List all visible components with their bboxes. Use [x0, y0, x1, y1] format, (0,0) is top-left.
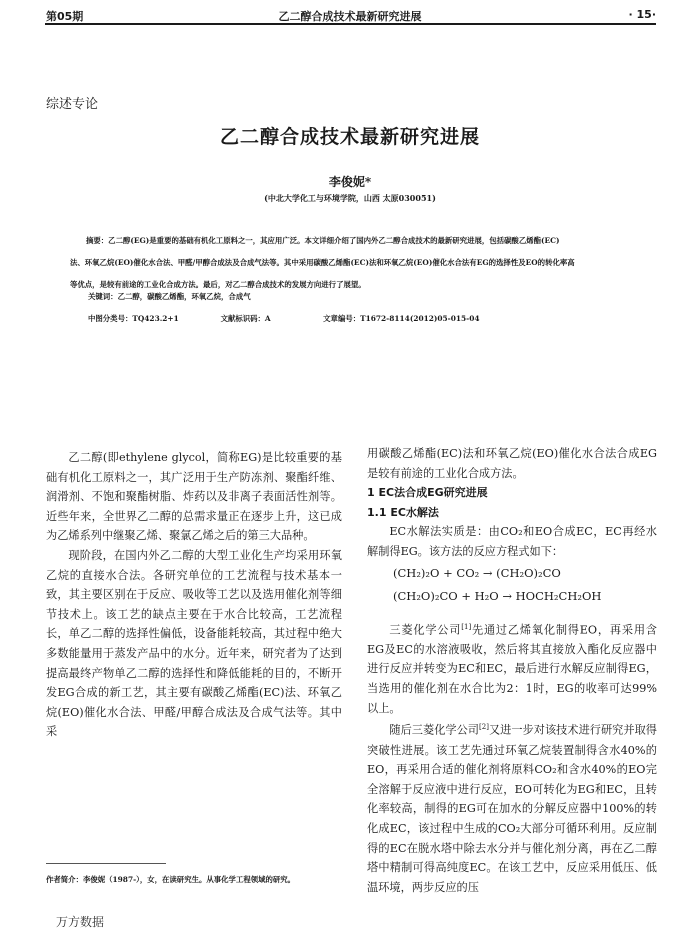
keywords: 关键词：乙二醇，碳酸乙烯酯，环氧乙烷，合成气	[88, 292, 251, 301]
subsection-heading: 1.1 EC水解法	[367, 505, 439, 519]
header-rule	[45, 23, 656, 25]
body-paragraph: 现阶段，在国内外乙二醇的大型工业化生产均采用环氧乙烷的直接水合法。各研究单位的工艺流程与技术基本一致，其主要区别在于反应、吸收等工艺以及选用催化剂等细节技术上。该工艺的缺点主要在于水合比较高，工艺流程长，单乙二醇的选择性偏低，设备能耗较高，其过程中绝大多数能量用于蒸发产品中的水分。近年来，研究者为了达到提高最终产物单乙二醇的选择性和降低能耗的目的，不断开发EG合成的新工艺，其主要有碳酸乙烯酯(EC)法、环氧乙烷(EO)催化水合法、甲醛/甲醇合成法及合成气法等。其中采	[46, 548, 342, 739]
body-paragraph: 乙二醇(即ethylene glycol，简称EG)是比较重要的基础有机化工原料之一，其广泛用于生产防冻剂、聚酯纤维、润滑剂、不饱和聚酯树脂、炸药以及非离子表面活性剂等。近些年来，全世界乙二醇的总需求量正在逐步上升，这已成为乙烯系列中继聚乙烯、聚氯乙烯之后的第三大品种。	[46, 451, 342, 543]
watermark: 万方数据	[56, 915, 105, 929]
journal-issue: 第05期	[46, 10, 84, 23]
text-run: 三菱化学公司	[389, 623, 462, 637]
body-right-column	[367, 444, 657, 897]
document-code: 文献标识码：A	[220, 314, 271, 323]
text-run: 随后三菱化学公司	[389, 724, 480, 737]
text-run: 先通过乙烯氧化制得EO，再采用含EG及EC的水溶液吸收，然后将其直接放入酯化反应器中进行反应并转变为EC和EC，最后进行水解反应制得EG，当选用的催化剂在水合比为2：1时，EG的收率可达99%以上。	[367, 623, 657, 715]
abstract-line: 法、环氧乙烷(EO)催化水合法、甲醛/甲醇合成法及合成气法等。其中采用碳酸乙烯酯(EC)法和环氧乙烷(EO)催化水合法有EG的选择性及EO的转化率高	[70, 258, 575, 267]
clc-number: 中图分类号：TQ423.2+1	[88, 314, 179, 323]
page-number: · 15·	[628, 8, 656, 21]
abstract-line: 等优点，是较有前途的工业化合成方法。最后，对乙二醇合成技术的发展方向进行了展望。	[70, 280, 366, 289]
article-number: 文章编号：T1672-8114(2012)05-015-04	[323, 314, 480, 323]
abstract	[70, 230, 640, 296]
body-paragraph	[367, 618, 657, 719]
body-paragraph: 用碳酸乙烯酯(EC)法和环氧乙烷(EO)催化水合法合成EG是较有前途的工业化合成方法。	[367, 447, 657, 480]
citation-ref: [1]	[461, 622, 472, 631]
body-paragraph	[367, 718, 657, 897]
footnote-rule	[46, 863, 166, 864]
equation-1: (CH₂)₂O + CO₂ → (CH₂O)₂CO	[393, 565, 561, 580]
classification-line	[88, 313, 480, 324]
author-footnote: 作者简介：李俊妮（1987-），女，在读研究生。从事化学工程领域的研究。	[46, 875, 296, 884]
equation-2: (CH₂O)₂CO + H₂O → HOCH₂CH₂OH	[393, 588, 602, 603]
abstract-line: 摘要：乙二醇(EG)是重要的基础有机化工原料之一，其应用广泛。本文详细介绍了国内外乙二醇合成技术的最新研究进展，包括碳酸乙烯酯(EC)	[86, 236, 560, 245]
affiliation: (中北大学化工与环境学院，山西 太原030051)	[264, 193, 436, 203]
paper-title: 乙二醇合成技术最新研究进展	[219, 126, 480, 148]
section-heading: 1 EC法合成EG研究进展	[367, 486, 488, 500]
body-left-column	[46, 448, 342, 742]
section-tag: 综述专论	[46, 97, 99, 112]
running-title: 乙二醇合成技术最新研究进展	[278, 10, 422, 23]
text-run: 又进一步对该技术进行研究并取得突破性进展。该工艺先通过环氧乙烷装置制得含水40%的EO，再采用合适的催化剂将原料CO₂和含水40%的EO完全溶解于反应液中进行反应，EO可转化为EG和EC，且转化率较高，制得的EG可在加水的分解反应器中100%的转化成EC，该过程中生成的CO₂大部分可循环利用。反应制得的EC在脱水塔中除去水分并与催化剂分离，再在乙二醇塔中精制可得高纯度EC。在该工艺中，反应采用低压、低温环境，两步反应的压	[367, 724, 657, 894]
citation-ref: [2]	[479, 723, 489, 732]
body-paragraph: EC水解法实质是：由CO₂和EO合成EC，EC再经水解制得EG。该方法的反应方程式如下：	[367, 525, 657, 558]
author: 李俊妮*	[328, 175, 372, 189]
